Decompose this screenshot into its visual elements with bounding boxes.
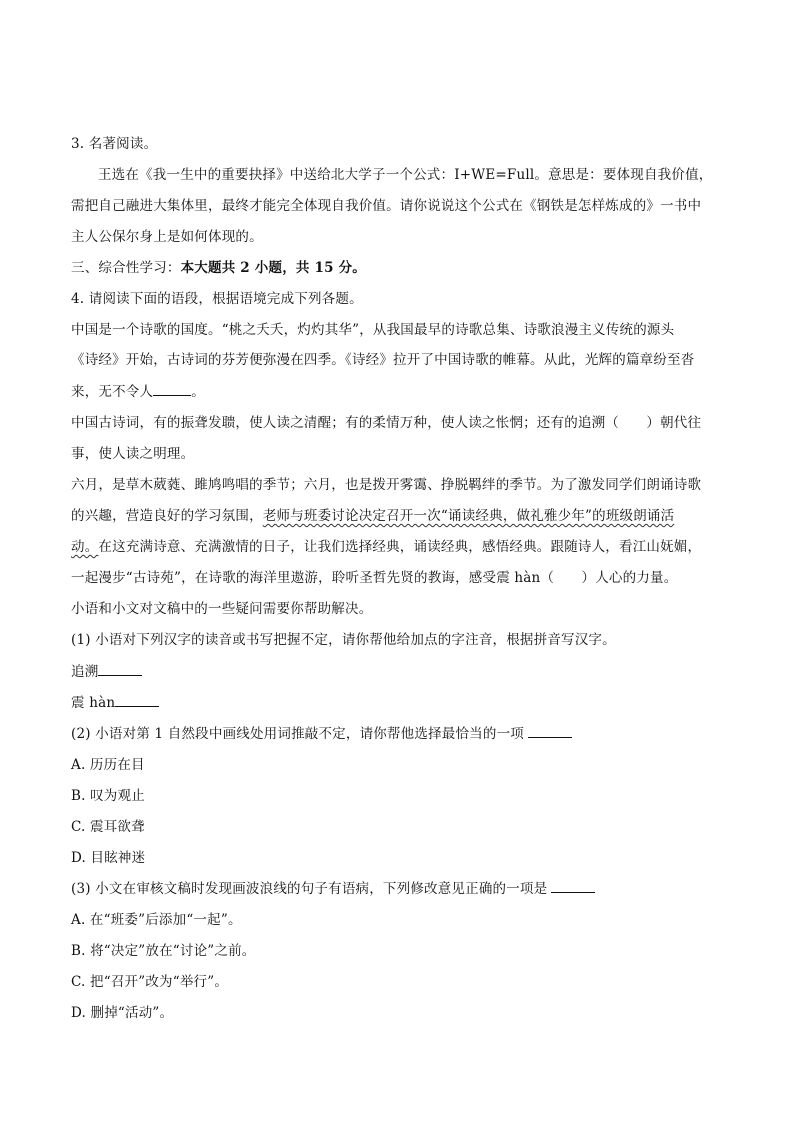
sub-question-3-text: (3) 小文在审核文稿时发现画波浪线的句子有语病，下列修改意见正确的一项是 <box>71 881 548 897</box>
answer-blank[interactable] <box>153 383 191 396</box>
q4-para1-line-3 <box>71 382 205 402</box>
q4-para2-line-1: 中国古诗词，有的振聋发聩，使人读之清醒；有的柔情万种，使人读之怅惘；还有的追溯（ ）朝代往 <box>71 415 702 431</box>
sub-question-2 <box>71 724 572 744</box>
answer-blank[interactable] <box>528 725 572 738</box>
q4-para3-text-cont: 在这充满诗意、充满激情的日子，让我们选择经典，诵读经典，感悟经典。跟随诗人，看江山妩媚， <box>98 539 702 555</box>
section-3-heading <box>71 258 366 278</box>
sub-question-1a-label: 追溯 <box>71 664 99 680</box>
answer-blank[interactable] <box>115 694 159 707</box>
option-2b: B. 叹为观止 <box>71 788 145 804</box>
option-3a: A. 在“班委”后添加“一起”。 <box>71 912 242 928</box>
q4-title: 4. 请阅读下面的语段，根据语境完成下列各题。 <box>71 291 363 307</box>
q4-para3-line-1: 六月，是草木葳蕤、雎鸠鸣唱的季节；六月，也是拨开雾霭、挣脱羁绊的季节。为了激发同学们朗诵诗歌 <box>71 477 702 493</box>
option-3d: D. 删掉“活动”。 <box>71 1005 174 1021</box>
section-3-prefix: 三、综合性学习： <box>71 260 181 276</box>
q4-para3-text: 的兴趣，营造良好的学习氛围， <box>71 508 263 524</box>
q3-paragraph-line-2: 需把自己融进大集体里，最终才能完全体现自我价值。请你说说这个公式在《钢铁是怎样炼成的》一书中 <box>71 198 702 214</box>
q4-para2-line-2: 事，使人读之明理。 <box>71 446 195 462</box>
sub-question-1: (1) 小语对下列汉字的读音或书写把握不定，请你帮他给加点的字注音，根据拼音写汉字。 <box>71 632 616 648</box>
wavy-underlined-sentence: 老师与班委讨论决定召开一次“诵读经典，做礼雅少年”的班级朗诵活 <box>262 508 675 524</box>
sub-question-1b-label: 震 hàn <box>71 695 116 711</box>
q4-para4: 小语和小文对文稿中的一些疑问需要你帮助解决。 <box>71 601 373 617</box>
q4-para1-line-1: 中国是一个诗歌的国度。“桃之夭夭，灼灼其华”，从我国最早的诗歌总集、诗歌浪漫主义传统的源头 <box>71 322 675 338</box>
q4-para1-text: 来，无不令人 <box>71 384 154 400</box>
option-2d: D. 目眩神迷 <box>71 850 146 866</box>
q3-paragraph-line-3: 主人公保尔身上是如何体现的。 <box>71 229 263 245</box>
answer-blank[interactable] <box>551 880 595 893</box>
option-2a: A. 历历在目 <box>71 757 145 773</box>
sub-question-3 <box>71 879 595 899</box>
option-2c: C. 震耳欲聋 <box>71 819 145 835</box>
sub-question-2-text: (2) 小语对第 1 自然段中画线处用词推敲不定，请你帮他选择最恰当的一项 <box>71 726 524 742</box>
sub-question-1a <box>71 662 142 682</box>
q4-para3-line-3 <box>71 537 701 557</box>
q3-paragraph-line-1: 王选在《我一生中的重要抉择》中送给北大学子一个公式：I+WE=Full。意思是：要体现自我价值， <box>98 167 713 183</box>
q3-title: 3. 名著阅读。 <box>71 136 158 152</box>
q4-para3-line-2 <box>71 506 674 526</box>
option-3b: B. 将“决定”放在“讨论”之前。 <box>71 943 256 959</box>
section-3-info: 本大题共 2 小题，共 15 分。 <box>180 260 366 276</box>
wavy-underlined-sentence-end: 动。 <box>71 539 99 555</box>
q4-para3-line-4: 一起漫步“古诗苑”，在诗歌的海洋里遨游，聆听圣哲先贤的教诲，感受震 hàn（ ）人心的力量。 <box>71 570 678 586</box>
q4-para1-end: 。 <box>191 384 205 400</box>
answer-blank[interactable] <box>98 663 142 676</box>
option-3c: C. 把“召开”改为“举行”。 <box>71 974 229 990</box>
sub-question-1b <box>71 693 159 713</box>
q4-para1-line-2: 《诗经》开始，古诗词的芬芳便弥漫在四季。《诗经》拉开了中国诗歌的帷幕。从此，光辉的篇章纷至沓 <box>71 352 695 368</box>
